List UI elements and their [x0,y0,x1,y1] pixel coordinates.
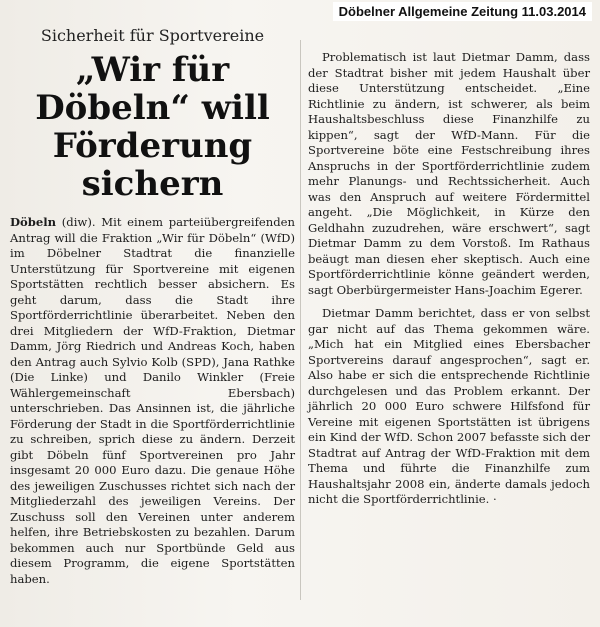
body-paragraph-right-2: Dietmar Damm berichtet, dass er von selbst gar nicht auf das Thema gekommen wäre. „Mich hat ein Mitglied eines Ebersbacher Sportvereins darauf angesprochen“, sagt er. Also habe er sich die entsprechende Richtlinie durchgelesen und das Problem erkannt. Der jährlich 20 000 Euro schwere Hilfsfond für Vereine mit eigenen Sportstätten ist übrigens ein Kind der WfD. Schon 2007 befasste sich der Stadtrat auf Antrag der WfD-Fraktion mit dem Thema und führte die Finanzhilfe zum Haushaltsjahr 2008 ein, änderte damals jedoch nicht die Sportförderrichtlinie. · [308,306,590,506]
column-divider [300,40,301,600]
source-label: Döbelner Allgemeine Zeitung 11.03.2014 [333,2,592,21]
body-left-text: (diw). Mit einem parteiübergreifenden Antrag will die Fraktion „Wir für Döbeln“ (WfD) im Döbelner Stadtrat die finanzielle Unterstützung für Sportvereine mit eigenen Sportstätten rechtlich besser absichern. Es geht darum, dass die Stadt ihre Sportförderrichtlinie überarbeitet. Neben den drei Mitgliedern der WfD-Fraktion, Dietmar Damm, Jörg Riedrich und Andreas Koch, haben den Antrag auch Sylvio Kolb (SPD), Jana Rathke (Die Linke) und Danilo Winkler (Freie Wählergemeinschaft Ebersbach) unterschrieben. Das Ansinnen ist, die jährliche Förderung der Stadt in die Sportförderrichtlinie zu schreiben, sprich diese zu ändern. Derzeit gibt Döbeln fünf Sportvereinen pro Jahr insgesamt 20 000 Euro dazu. Die genaue Höhe des jeweiligen Zuschusses richtet sich nach der Mitgliederzahl des jeweiligen Vereins. Der Zuschuss soll den Vereinen unter anderem helfen, ihre Betriebskosten zu bezahlen. Darum bekommen auch nur Sportbünde Geld aus diesem Programm, die eigene Sportstätten haben. [10,215,295,586]
dateline: Döbeln [10,215,57,229]
kicker: Sicherheit für Sportvereine [40,26,265,45]
body-paragraph-right-1: Problematisch ist laut Dietmar Damm, dass der Stadtrat bisher mit jedem Haushalt über diese Unterstützung entscheidet. „Eine Richtlinie zu ändern, ist schwerer, als beim Haushaltsbeschluss diese Finanzhilfe zu kippen“, sagt der WfD-Mann. Für die Sportvereine böte eine Festschreibung ihres Anspruchs in der Sportförderrichtlinie zudem mehr Planungs- und Rechtssicherheit. Auch was den Anspruch auf weitere Fördermittel angeht. „Die Möglichkeit, in Kürze den Geldhahn zuzudrehen, wäre erschwert“, sagt Dietmar Damm zu dem Vorstoß. Im Rathaus beäugt man diesen eher skeptisch. Auch eine Sportförderrichtlinie könne geändert werden, sagt Oberbürgermeister Hans-Joachim Egerer. [308,50,590,297]
left-column [10,26,295,587]
headline: „Wir für Döbeln“ will Förderung sichern [35,50,270,204]
body-paragraph-left [10,215,295,587]
right-column [308,50,590,516]
